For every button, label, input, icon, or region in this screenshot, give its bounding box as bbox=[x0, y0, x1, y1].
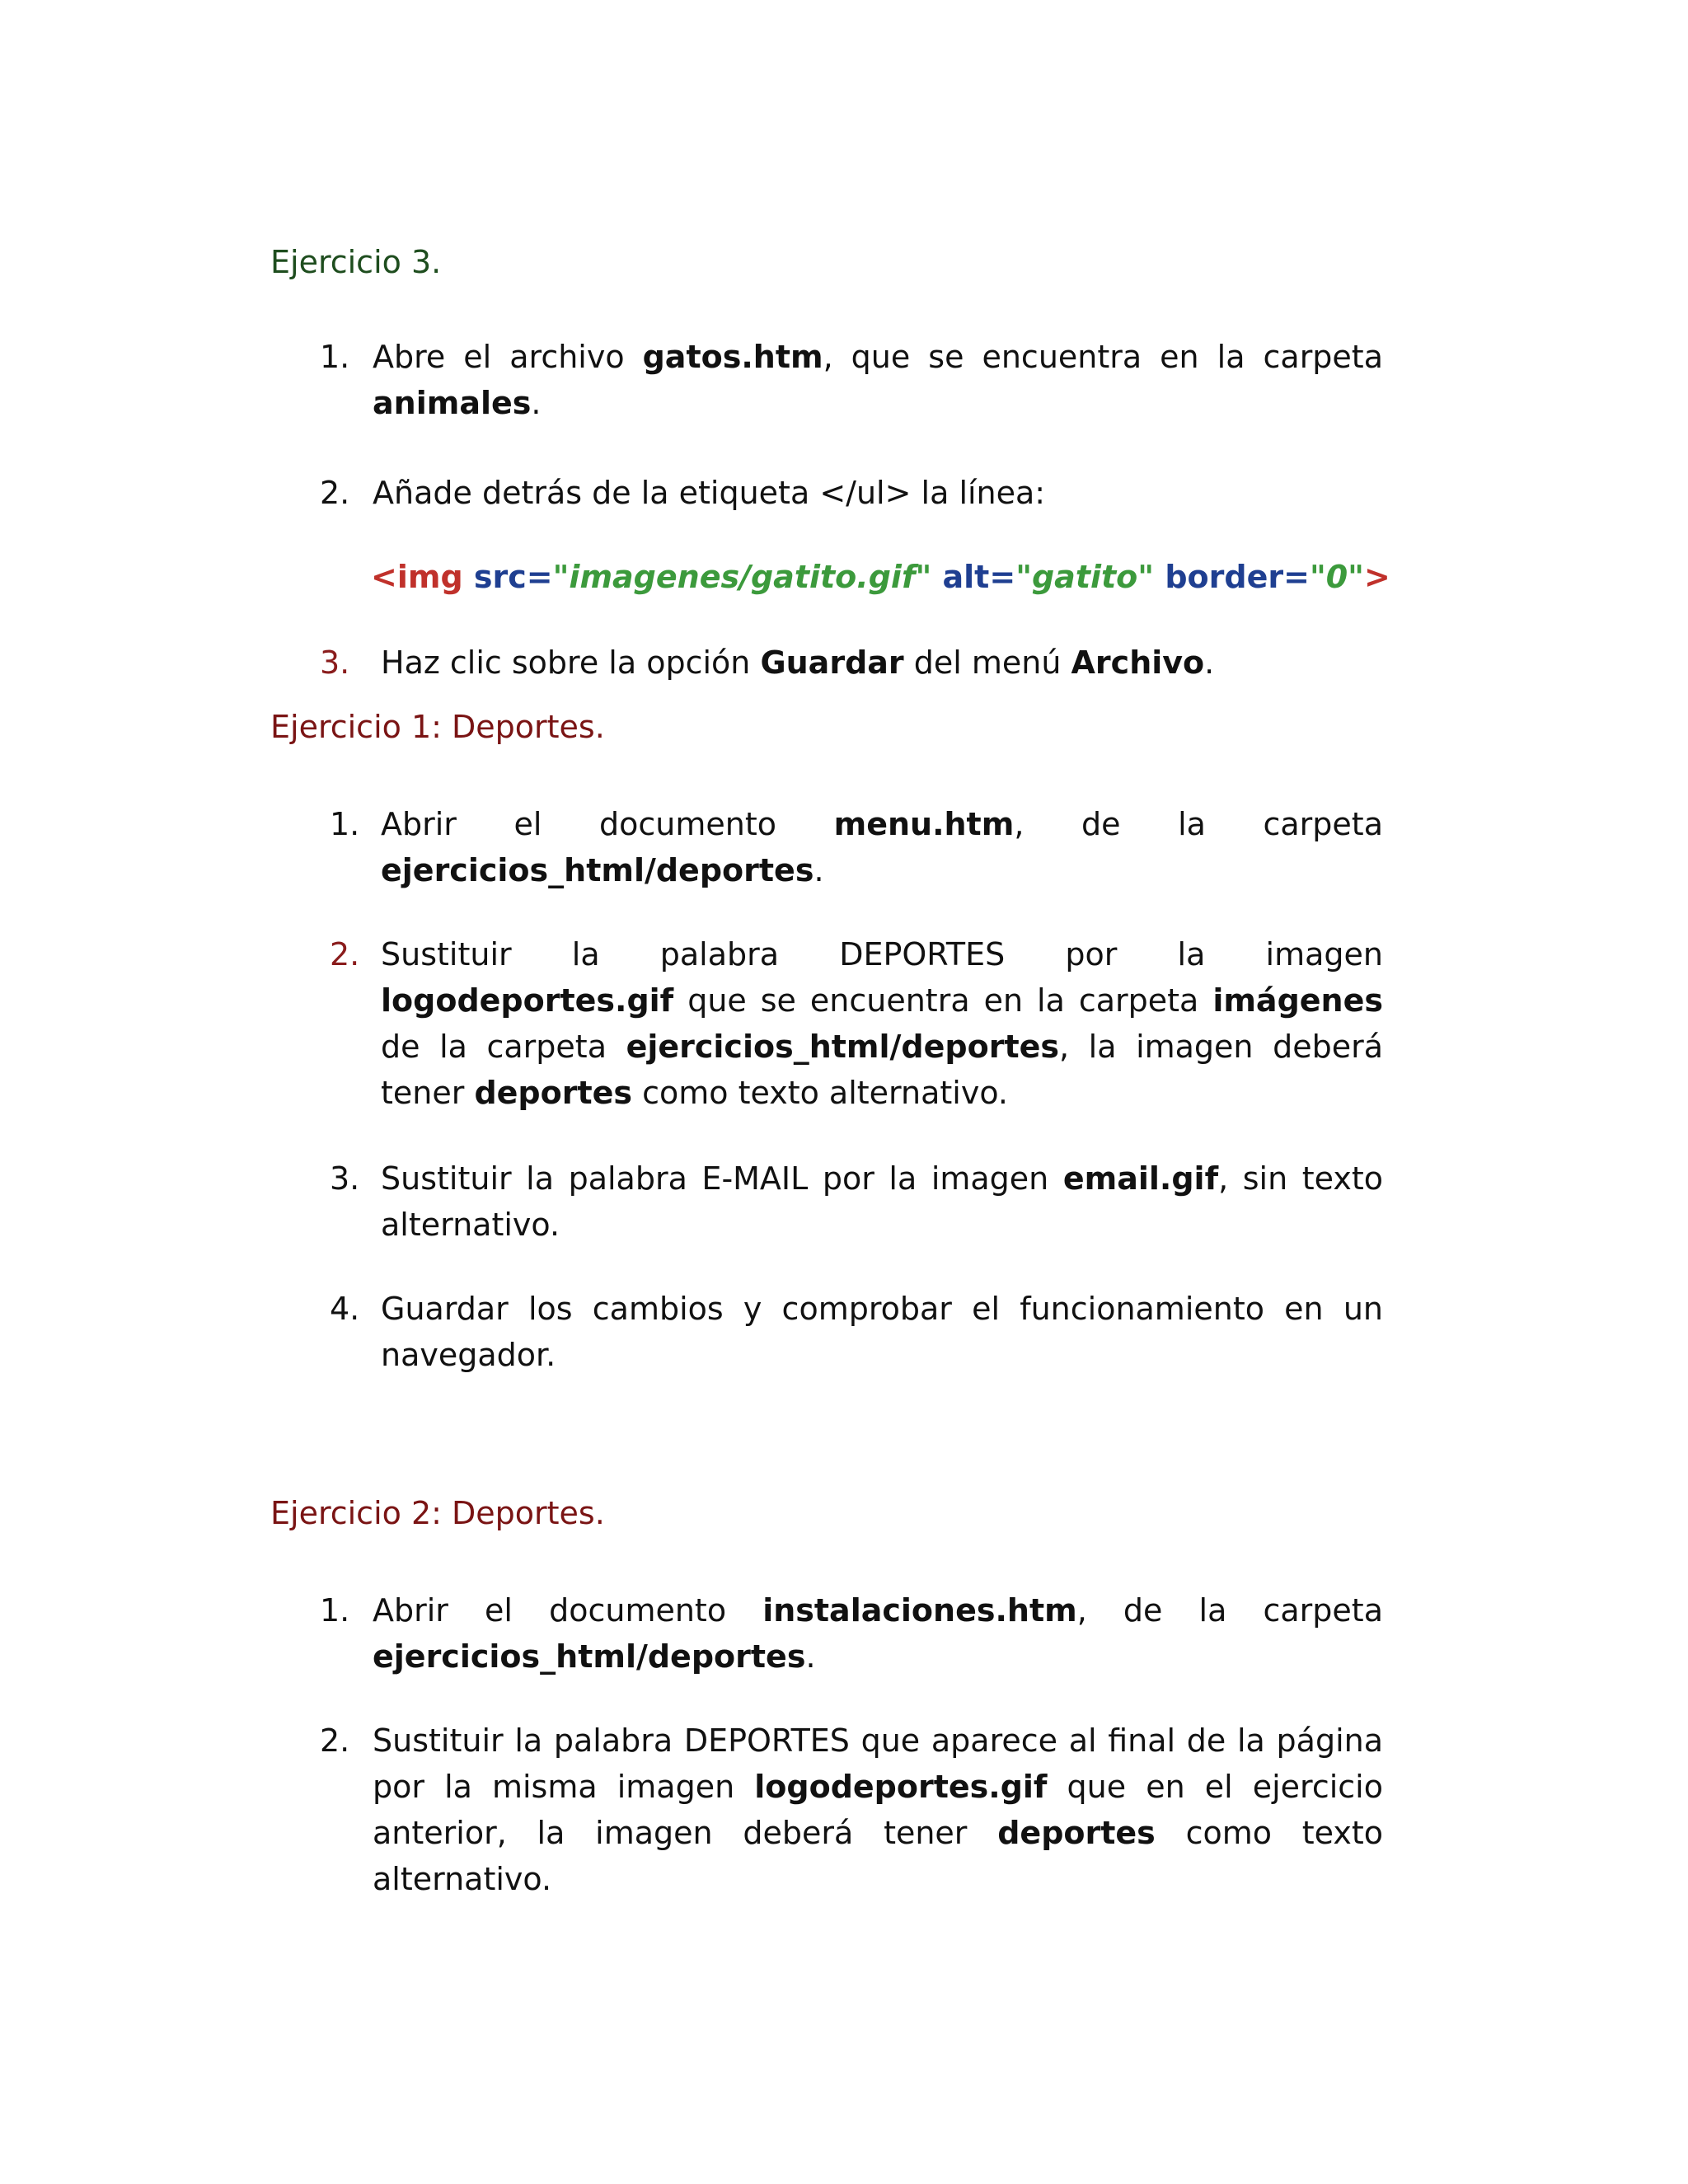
heading-ejercicio-3: Ejercicio 3. bbox=[270, 244, 442, 280]
item-text: Sustituir la palabra DEPORTES por la imagen logodeportes.gif que se encuentra en la carpeta imágenes de la carpeta ejercicios_html/deportes, la imagen deberá tener deportes como texto alternativo. bbox=[381, 936, 1383, 1111]
item-number: 1. bbox=[320, 1592, 350, 1629]
list-item bbox=[320, 1587, 1383, 1680]
item-number: 3. bbox=[320, 644, 350, 681]
item-number: 4. bbox=[330, 1291, 360, 1327]
item-text: Guardar los cambios y comprobar el funcionamiento en un navegador. bbox=[381, 1291, 1383, 1373]
item-text: Haz clic sobre la opción Guardar del menú Archivo. bbox=[381, 644, 1215, 681]
item-text: Añade detrás de la etiqueta </ul> la línea: bbox=[373, 475, 1046, 511]
list-item bbox=[320, 1718, 1383, 1902]
item-text: Abre el archivo gatos.htm, que se encuentra en la carpeta animales. bbox=[373, 339, 1383, 421]
heading-ejercicio-1: Ejercicio 1: Deportes. bbox=[270, 709, 605, 745]
item-number: 2. bbox=[330, 936, 360, 972]
list-item bbox=[320, 334, 1383, 426]
item-number: 2. bbox=[320, 475, 350, 511]
item-text: Abrir el documento instalaciones.htm, de la carpeta ejercicios_html/deportes. bbox=[373, 1592, 1383, 1675]
item-number: 1. bbox=[320, 339, 350, 375]
item-text: Abrir el documento menu.htm, de la carpeta ejercicios_html/deportes. bbox=[381, 806, 1383, 888]
item-text: Sustituir la palabra DEPORTES que aparece al final de la página por la misma imagen logodeportes.gif que en el ejercicio anterior, la imagen deberá tener deportes como texto alternativo. bbox=[373, 1722, 1383, 1897]
list-item bbox=[330, 1155, 1383, 1248]
item-number: 1. bbox=[330, 806, 360, 842]
list-item bbox=[330, 1286, 1383, 1378]
item-number: 3. bbox=[330, 1160, 360, 1197]
heading-ejercicio-2: Ejercicio 2: Deportes. bbox=[270, 1495, 605, 1531]
list-item bbox=[320, 640, 1383, 686]
code-snippet: <img src="imagenes/gatito.gif" alt="gatito" border="0"> bbox=[371, 559, 1390, 595]
item-text: Sustituir la palabra E-MAIL por la imagen email.gif, sin texto alternativo. bbox=[381, 1160, 1383, 1243]
list-item bbox=[330, 801, 1383, 893]
list-item bbox=[330, 931, 1383, 1116]
list-item bbox=[320, 470, 1383, 516]
item-number: 2. bbox=[320, 1722, 350, 1759]
